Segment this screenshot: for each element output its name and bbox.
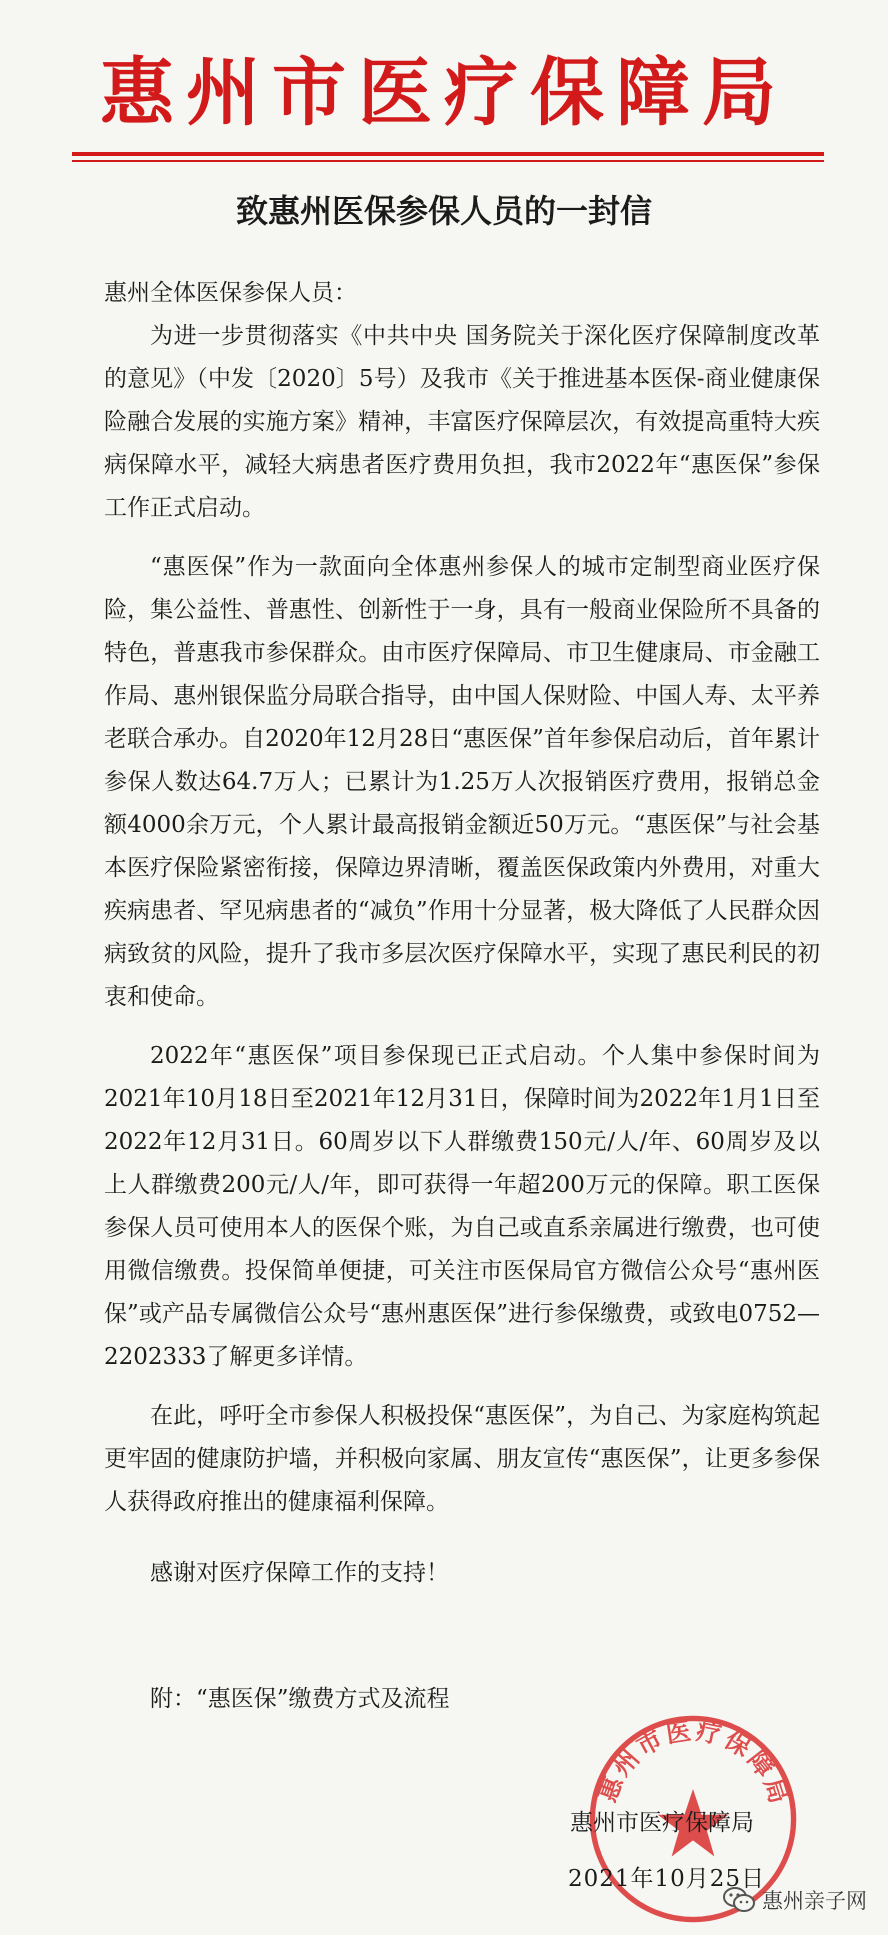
letter-body bbox=[104, 272, 820, 1611]
watermark bbox=[722, 1882, 867, 1918]
seal-text: 惠州市医疗保障局 bbox=[592, 1715, 795, 1810]
signature-org: 惠州市医疗保障局 bbox=[570, 1810, 754, 1836]
letterhead-title: 惠州市医疗保障局 bbox=[100, 50, 788, 136]
letterhead-rule-thick bbox=[72, 152, 824, 156]
paragraph-2: “惠医保”作为一款面向全体惠州参保人的城市定制型商业医疗保险，集公益性、普惠性、创新性于一身，具有一般商业保险所不具备的特色，普惠我市参保群众。由市医疗保障局、市卫生健康局、市金融工作局、惠州银保监分局联合指导，由中国人保财险、中国人寿、太平养老联合承办。自2020年12月28日“惠医保”首年参保启动后，首年累计参保人数达64.7万人；已累计为1.25万人次报销医疗费用，报销总金额4000余万元，个人累计最高报销金额近50万元。“惠医保”与社会基本医疗保险紧密衔接，保障边界清晰，覆盖医保政策内外费用，对重大疾病患者、罕见病患者的“减负”作用十分显著，极大降低了人民群众因病致贫的风险，提升了我市多层次医疗保障水平，实现了惠民利民的初衷和使命。 bbox=[104, 554, 820, 1010]
attachment-note: 附：“惠医保”缴费方式及流程 bbox=[150, 1686, 450, 1712]
salutation: 惠州全体医保参保人员： bbox=[104, 280, 357, 306]
letterhead-rule-thin bbox=[72, 160, 824, 162]
watermark-text: 惠州亲子网 bbox=[762, 1889, 867, 1913]
paragraph-5: 感谢对医疗保障工作的支持！ bbox=[150, 1560, 449, 1586]
wechat-icon bbox=[722, 1885, 756, 1915]
document-title: 致惠州医保参保人员的一封信 bbox=[235, 192, 652, 230]
paragraph-4: 在此，呼吁全市参保人积极投保“惠医保”，为自己、为家庭构筑起更牢固的健康防护墙，并积极向家属、朋友宣传“惠医保”，让更多参保人获得政府推出的健康福利保障。 bbox=[104, 1403, 820, 1515]
paragraph-1: 为进一步贯彻落实《中共中央 国务院关于深化医疗保障制度改革的意见》（中发〔2020〕5号）及我市《关于推进基本医保-商业健康保险融合发展的实施方案》精神，丰富医疗保障层次，有效提高重特大疾病保障水平，减轻大病患者医疗费用负担，我市2022年“惠医保”参保工作正式启动。 bbox=[104, 323, 820, 521]
signature-date: 2021年10月25日 bbox=[568, 1866, 766, 1892]
paragraph-3: 2022年“惠医保”项目参保现已正式启动。个人集中参保时间为2021年10月18日至2021年12月31日，保障时间为2022年1月1日至2022年12月31日。60周岁以下人群缴费150元/人/年、60周岁及以上人群缴费200元/人/年，即可获得一年超200万元的保障。职工医保参保人员可使用本人的医保个账，为自己或直系亲属进行缴费，也可使用微信缴费。投保简单便捷，可关注市医保局官方微信公众号“惠州医保”或产品专属微信公众号“惠州惠医保”进行参保缴费，或致电0752—2202333了解更多详情。 bbox=[104, 1043, 820, 1370]
